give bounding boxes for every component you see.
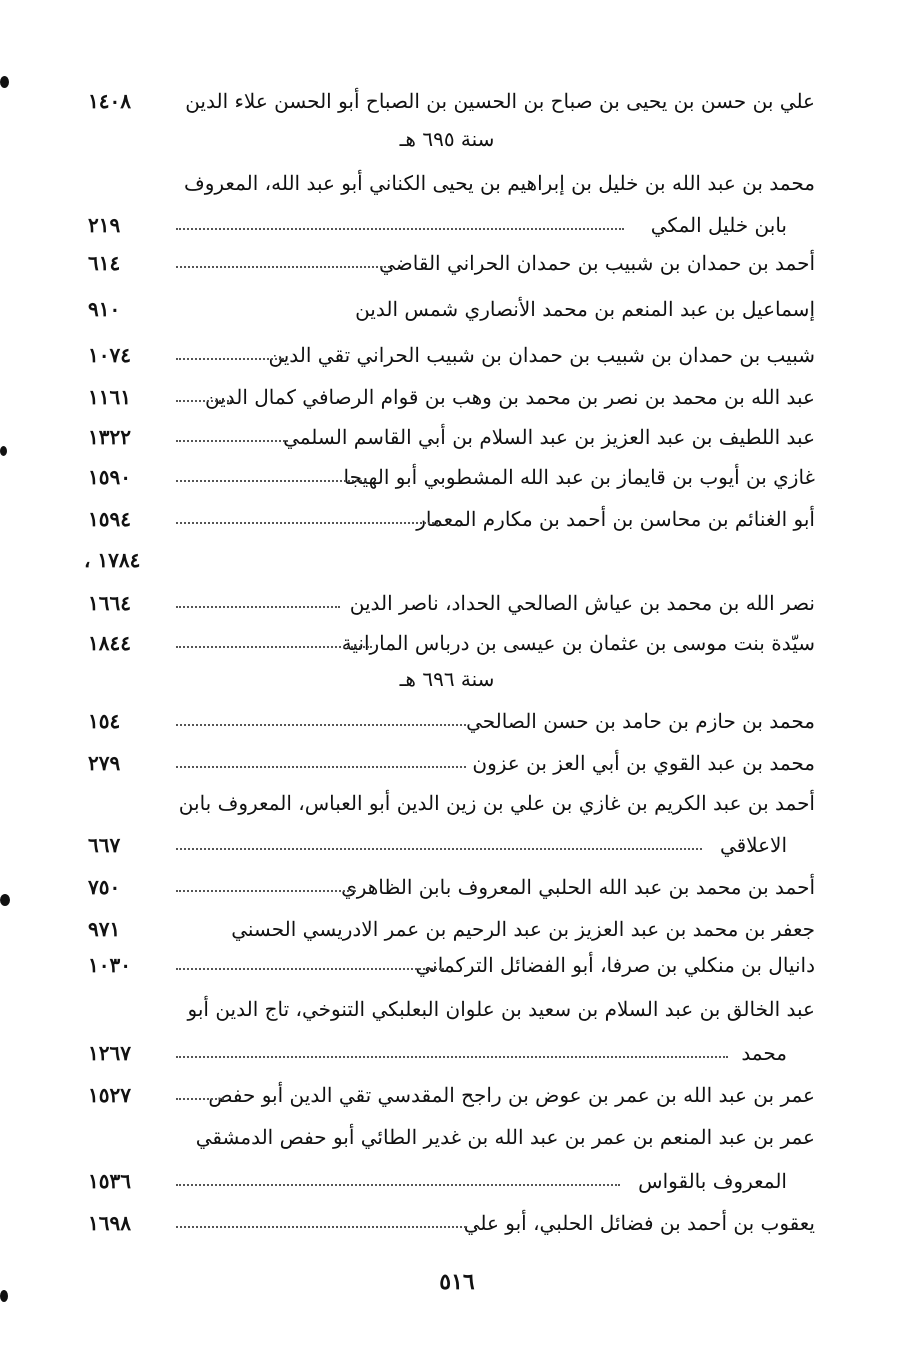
- leader-dots: [176, 1056, 728, 1058]
- entry-name: غازي بن أيوب بن قايماز بن عبد الله المشطوبي أبو الهيجا: [343, 465, 815, 489]
- entry-name: نصر الله بن محمد بن عياش الصالحي الحداد، ناصر الدين: [349, 591, 815, 615]
- entry-page-number: ٩٧١: [88, 917, 121, 941]
- index-entry: [80, 584, 815, 622]
- entry-page-number: ١٣٢٢: [88, 425, 131, 449]
- entry-page-number: ١٨٤٤: [88, 631, 131, 655]
- entry-name: يعقوب بن أحمد بن فضائل الحلبي، أبو علي: [463, 1211, 815, 1235]
- year-heading: [0, 662, 914, 696]
- entry-name: محمد: [741, 1041, 787, 1065]
- entry-name: محمد بن عبد القوي بن أبي العز بن عزون: [472, 751, 815, 775]
- index-entry: [80, 82, 815, 120]
- index-entry: [80, 990, 815, 1028]
- entry-page-number: ١٤٠٨: [88, 89, 131, 113]
- entry-page-number: ١٥٩٠: [88, 465, 131, 489]
- index-entry: [80, 784, 815, 822]
- entry-page-number: ١٥٤: [88, 709, 121, 733]
- entry-name: أحمد بن عبد الكريم بن غازي بن علي بن زين الدين أبو العباس، المعروف بابن: [178, 791, 815, 815]
- entry-page-number: ١٥٢٧: [88, 1083, 131, 1107]
- index-entry: [80, 336, 815, 374]
- entry-name: بابن خليل المكي: [650, 213, 787, 237]
- year-heading-text: سنة ٦٩٦ هـ: [399, 667, 495, 691]
- leader-dots: [176, 766, 466, 768]
- binding-hole-mark: [0, 76, 9, 88]
- entry-name: عمر بن عبد المنعم بن عمر بن عبد الله بن غدير الطائي أبو حفص الدمشقي: [195, 1125, 815, 1149]
- index-entry: [80, 290, 815, 328]
- leader-dots: [176, 440, 288, 442]
- year-heading-text: سنة ٦٩٥ هـ: [399, 127, 495, 151]
- entry-name: شبيب بن حمدان بن شبيب بن حمدان بن شبيب الحراني تقي الدين: [268, 343, 815, 367]
- leader-dots: [176, 848, 702, 850]
- leader-dots: [176, 400, 232, 402]
- leader-dots: [176, 480, 366, 482]
- entry-page-number: ٦١٤: [88, 251, 121, 275]
- index-entry: [80, 378, 815, 416]
- entry-name: أحمد بن حمدان بن شبيب بن حمدان الحراني القاضي: [379, 251, 815, 275]
- entry-page-number: ٩١٠: [88, 297, 121, 321]
- entry-page-number: ١٦٦٤: [88, 591, 131, 615]
- entry-name: دانيال بن منكلي بن صرفا، أبو الفضائل التركماني: [415, 953, 815, 977]
- index-entry-continuation: [80, 206, 815, 244]
- index-entry: [80, 418, 815, 456]
- index-entry: [80, 702, 815, 740]
- index-entry-continuation: [80, 1162, 815, 1200]
- entry-name: محمد بن حازم بن حامد بن حسن الصالحي: [466, 709, 815, 733]
- leader-dots: [176, 646, 372, 648]
- entry-page-number: ١٦٩٨: [88, 1211, 131, 1235]
- index-entry: [80, 744, 815, 782]
- entry-name: الاعلاقي: [719, 833, 787, 857]
- leader-dots: [176, 968, 444, 970]
- entry-name: محمد بن عبد الله بن خليل بن إبراهيم بن يحيى الكناني أبو عبد الله، المعروف: [184, 171, 815, 195]
- entry-name: سيّدة بنت موسى بن عثمان بن عيسى بن درباس المارانية: [341, 631, 815, 655]
- index-entry: [80, 1204, 815, 1242]
- year-heading: [0, 122, 914, 156]
- binding-hole-mark: [0, 894, 10, 906]
- entry-page-number: ٦٦٧: [88, 833, 121, 857]
- entry-name: عبد الخالق بن عبد السلام بن سعيد بن علوان البعلبكي التنوخي، تاج الدين أبو: [187, 997, 815, 1021]
- entry-name: إسماعيل بن عبد المنعم بن محمد الأنصاري شمس الدين: [355, 297, 815, 321]
- leader-dots: [176, 890, 356, 892]
- entry-page-number: ١٠٧٤: [88, 343, 131, 367]
- entry-page-number: ١٠٣٠: [88, 953, 131, 977]
- leader-dots: [176, 606, 340, 608]
- entry-name: علي بن حسن بن يحيى بن صباح بن الحسين بن الصباح أبو الحسن علاء الدين: [185, 89, 815, 113]
- entry-page-number: ٢١٩: [88, 213, 121, 237]
- entry-name: عبد الله بن محمد بن نصر بن محمد بن وهب بن قوام الرصافي كمال الدين: [204, 385, 815, 409]
- index-entry: [80, 624, 815, 662]
- leader-dots: [176, 522, 438, 524]
- page-number: ٥١٦: [439, 1269, 475, 1295]
- entry-name: عمر بن عبد الله بن عمر بن عوض بن راجح المقدسي تقي الدين أبو حفص: [208, 1083, 815, 1107]
- entry-page-number: ١١٦١: [88, 385, 131, 409]
- index-entry: [80, 946, 815, 984]
- entry-page-number: ١٥٩٤: [88, 507, 131, 531]
- leader-dots: [176, 228, 624, 230]
- index-entry: [80, 244, 815, 282]
- leader-dots: [176, 1098, 224, 1100]
- leader-dots: [176, 358, 284, 360]
- index-entry: [80, 868, 815, 906]
- entry-page-number: ١٥٣٦: [88, 1169, 131, 1193]
- entry-name: أبو الغنائم بن محاسن بن أحمد بن مكارم المعمار: [416, 507, 815, 531]
- index-entry-continuation: [80, 826, 815, 864]
- index-entry: [80, 458, 815, 496]
- entry-name: المعروف بالقواس: [638, 1169, 787, 1193]
- index-entry: [80, 1118, 815, 1156]
- index-entry: [80, 500, 815, 538]
- entry-page-number: ٧٥٠: [88, 875, 121, 899]
- leader-dots: [176, 266, 390, 268]
- index-entry-continuation: [80, 1034, 815, 1072]
- entry-page-number: ١٢٦٧: [88, 1041, 131, 1065]
- index-entry: [80, 910, 815, 948]
- entry-name: جعفر بن محمد بن عبد العزيز بن عبد الرحيم بن عمر الادريسي الحسني: [231, 917, 815, 941]
- index-entry: [80, 164, 815, 202]
- entry-page-number: ٢٧٩: [88, 751, 121, 775]
- binding-hole-mark: [0, 446, 7, 456]
- binding-hole-mark: [0, 1290, 8, 1302]
- stray-page-number: ١٧٨٤ ،: [84, 548, 141, 572]
- leader-dots: [176, 1226, 466, 1228]
- index-entry: [80, 1076, 815, 1114]
- entry-name: عبد اللطيف بن عبد العزيز بن عبد السلام بن أبي القاسم السلمي: [283, 425, 815, 449]
- leader-dots: [176, 1184, 620, 1186]
- entry-name: أحمد بن محمد بن عبد الله الحلبي المعروف بابن الظاهري: [341, 875, 815, 899]
- leader-dots: [176, 724, 466, 726]
